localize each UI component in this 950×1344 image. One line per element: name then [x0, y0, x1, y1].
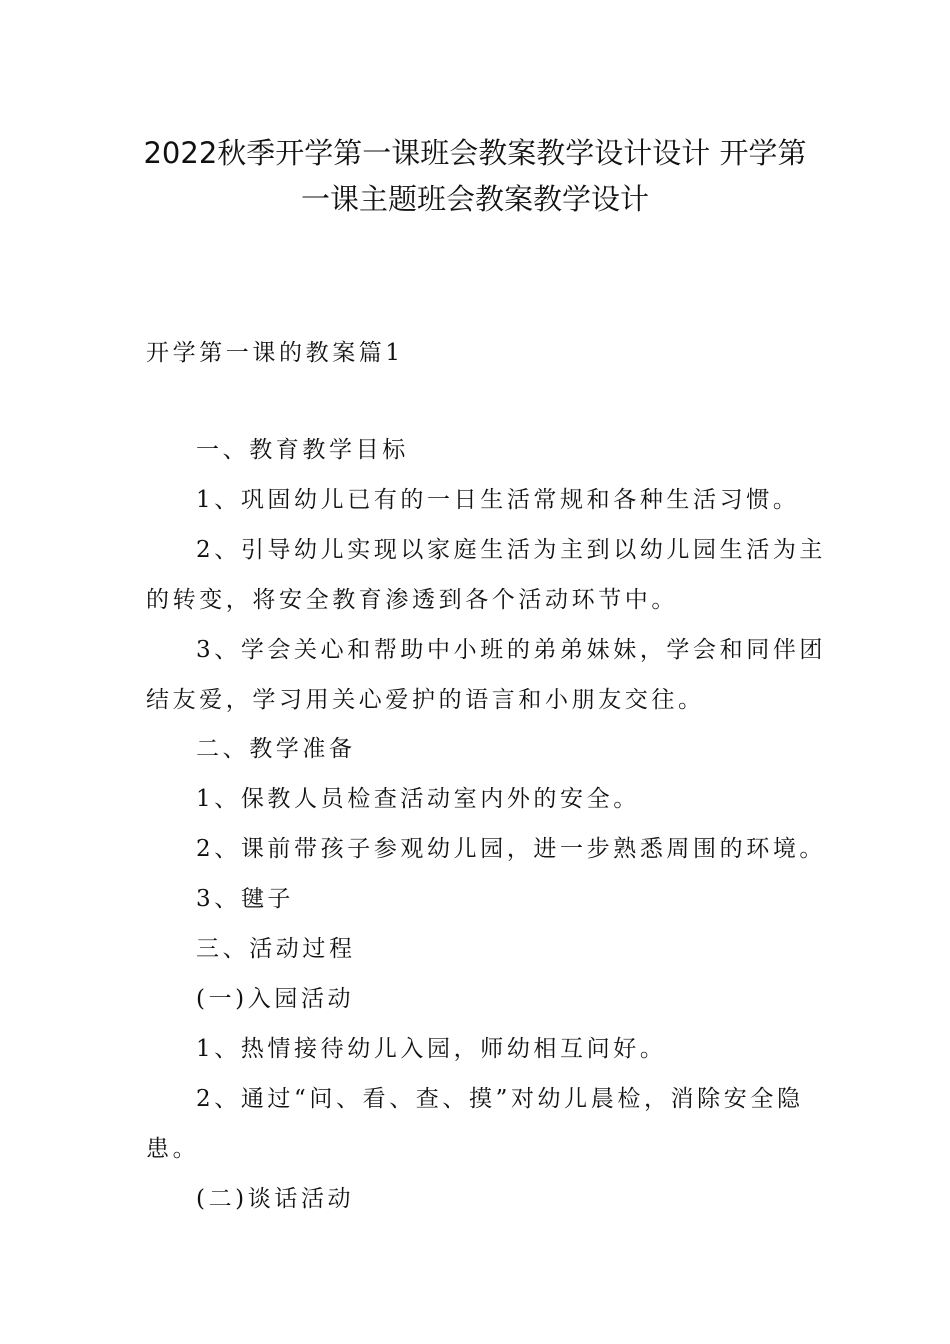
document-title-line-2: 一课主题班会教案教学设计: [300, 182, 649, 216]
subheading-conversation: (二)谈话活动: [196, 1186, 355, 1212]
paragraph-line: 的转变，将安全教育渗透到各个活动环节中。: [146, 587, 678, 613]
paragraph-line: 3、学会关心和帮助中小班的弟弟妹妹，学会和同伴团: [196, 637, 827, 663]
paragraph-line: 2、引导幼儿实现以家庭生活为主到以幼儿园生活为主: [196, 537, 827, 563]
paragraph-line: 2、通过“问、看、查、摸”对幼儿晨检，消除安全隐: [196, 1086, 804, 1112]
paragraph-line: 1、保教人员检查活动室内外的安全。: [196, 786, 640, 812]
document-title-line-1: 2022秋季开学第一课班会教案教学设计设计 开学第: [143, 136, 807, 170]
paragraph-line: 2、课前带孩子参观幼儿园，进一步熟悉周围的环境。: [196, 836, 827, 862]
paragraph-line: 1、巩固幼儿已有的一日生活常规和各种生活习惯。: [196, 487, 800, 513]
paragraph-line: 1、热情接待幼儿入园，师幼相互问好。: [196, 1036, 667, 1062]
paragraph-line: 3、毽子: [196, 886, 295, 912]
heading-process: 三、活动过程: [196, 936, 356, 962]
section-heading: 开学第一课的教案篇1: [146, 340, 404, 366]
heading-objectives: 一、教育教学目标: [196, 437, 409, 463]
paragraph-line: 患。: [146, 1136, 200, 1162]
subheading-arrival: (一)入园活动: [196, 986, 355, 1012]
paragraph-line: 结友爱，学习用关心爱护的语言和小朋友交往。: [146, 687, 705, 713]
heading-preparation: 二、教学准备: [196, 736, 356, 762]
